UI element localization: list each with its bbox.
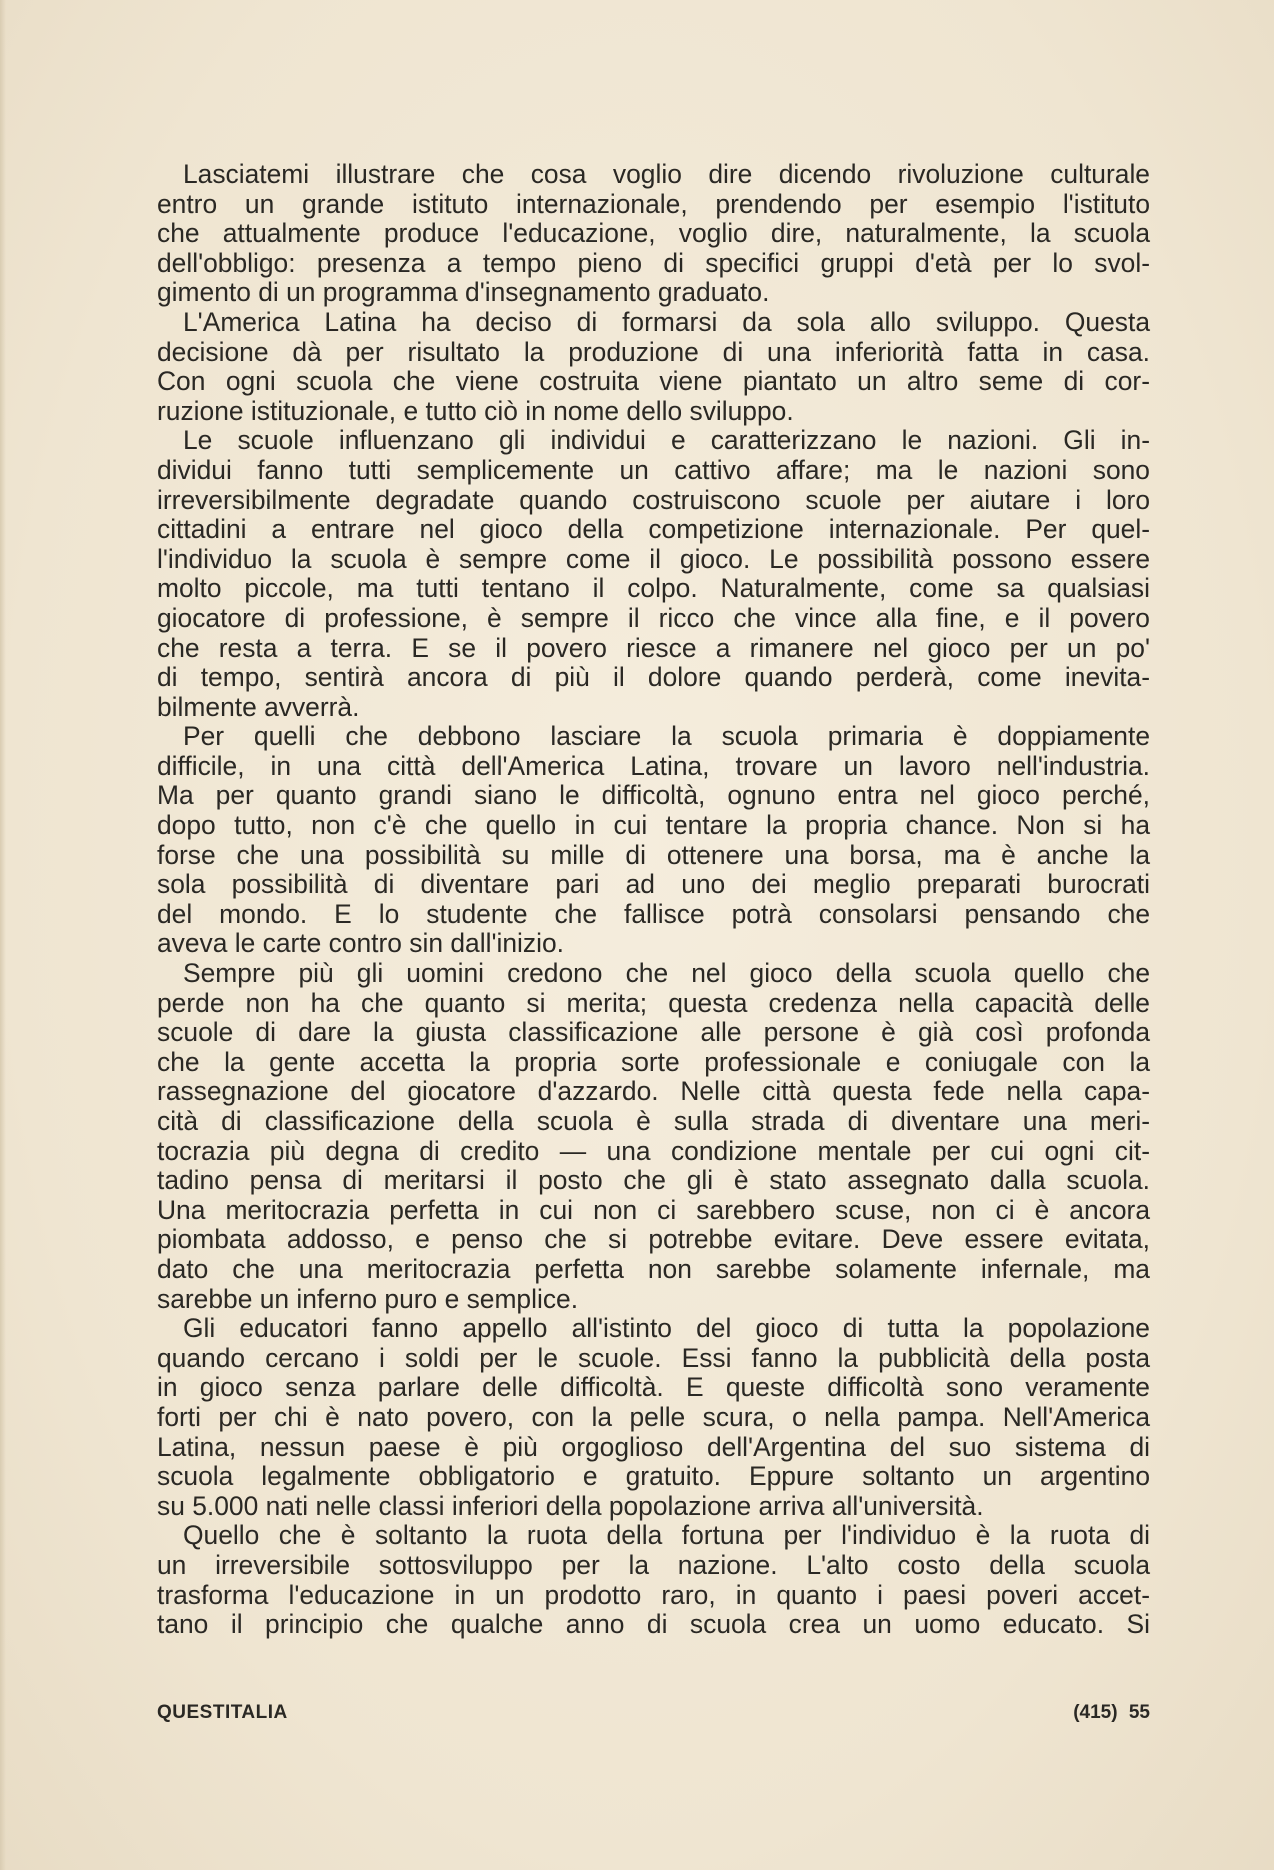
- paragraph: [157, 426, 1150, 722]
- text-line: Latina, nessun paese è più orgoglioso dell'Argentina del suo sistema di: [157, 1431, 1150, 1462]
- text-line: tocrazia più degna di credito — una condizione mentale per cui ogni cit-: [157, 1135, 1150, 1166]
- text-line: entro un grande istituto internazionale, prendendo per esempio l'istituto: [157, 188, 1150, 219]
- text-line: sarebbe un inferno puro e semplice.: [157, 1283, 579, 1314]
- text-line: gimento di un programma d'insegnamento graduato.: [157, 277, 770, 308]
- text-line: su 5.000 nati nelle classi inferiori della popolazione arriva all'università.: [157, 1490, 984, 1521]
- paragraph: [157, 308, 1150, 426]
- text-line: difficile, in una città dell'America Latina, trovare un lavoro nell'industria.: [157, 750, 1150, 781]
- text-line: L'America Latina ha deciso di formarsi da sola allo sviluppo. Questa: [183, 306, 1150, 337]
- text-line: in gioco senza parlare delle difficoltà. E queste difficoltà sono veramente: [157, 1372, 1150, 1403]
- paragraph: [157, 959, 1150, 1314]
- text-line: Quello che è soltanto la ruota della fortuna per l'individuo è la ruota di: [183, 1520, 1150, 1551]
- page-number: 55: [1128, 1702, 1150, 1723]
- text-line: aveva le carte contro sin dall'inizio.: [157, 928, 564, 959]
- text-line: Gli educatori fanno appello all'istinto del gioco di tutta la popolazione: [183, 1313, 1150, 1344]
- text-line: dell'obbligo: presenza a tempo pieno di specifici gruppi d'età per lo svol-: [157, 247, 1150, 278]
- text-line: dividui fanno tutti semplicemente un cattivo affare; ma le nazioni sono: [157, 454, 1150, 485]
- page-edge-shadow: [0, 0, 6, 1870]
- page-number-block: [1067, 1702, 1150, 1724]
- text-line: forse che una possibilità su mille di ottenere una borsa, ma è anche la: [157, 839, 1150, 870]
- issue-page-number: (415): [1073, 1702, 1118, 1723]
- paragraph: [157, 1521, 1150, 1639]
- paragraph: [157, 1314, 1150, 1521]
- text-line: cità di classificazione della scuola è sulla strada di diventare una meri-: [157, 1106, 1150, 1136]
- text-line: irreversibilmente degradate quando costruiscono scuole per aiutare i loro: [157, 484, 1150, 515]
- text-line: piombata addosso, e penso che si potrebbe evitare. Deve essere evitata,: [157, 1224, 1150, 1255]
- text-line: tano il principio che qualche anno di scuola crea un uomo educato. Si: [157, 1609, 1150, 1640]
- text-line: Sempre più gli uomini credono che nel gioco della scuola quello che: [183, 958, 1150, 989]
- text-line: che la gente accetta la propria sorte professionale e coniugale con la: [157, 1046, 1150, 1077]
- page-body: [157, 160, 1150, 1640]
- text-line: che resta a terra. E se il povero riesce a rimanere nel gioco per un po': [157, 632, 1150, 663]
- text-line: Con ogni scuola che viene costruita viene piantato un altro seme di cor-: [157, 366, 1150, 397]
- text-line: quando cercano i soldi per le scuole. Essi fanno la pubblicità della posta: [157, 1342, 1150, 1373]
- text-line: che attualmente produce l'educazione, voglio dire, naturalmente, la scuola: [157, 218, 1150, 249]
- article-text: [157, 160, 1150, 1640]
- text-line: Le scuole influenzano gli individui e caratterizzano le nazioni. Gli in-: [183, 425, 1150, 456]
- text-line: decisione dà per risultato la produzione di una inferiorità fatta in casa.: [157, 336, 1150, 367]
- text-line: di tempo, sentirà ancora di più il dolore quando perderà, come inevita-: [157, 662, 1150, 693]
- text-line: scuola legalmente obbligatorio e gratuito. Eppure soltanto un argentino: [157, 1461, 1150, 1492]
- text-line: Una meritocrazia perfetta in cui non ci sarebbero scuse, non ci è ancora: [157, 1194, 1150, 1225]
- text-line: trasforma l'educazione in un prodotto raro, in quanto i paesi poveri accet-: [157, 1579, 1150, 1610]
- text-line: molto piccole, ma tutti tentano il colpo. Naturalmente, come sa qualsiasi: [157, 573, 1150, 604]
- text-line: forti per chi è nato povero, con la pelle scura, o nella pampa. Nell'America: [157, 1401, 1150, 1432]
- text-line: dopo tutto, non c'è che quello in cui tentare la propria chance. Non si ha: [157, 810, 1150, 841]
- text-line: sola possibilità di diventare pari ad uno dei meglio preparati burocrati: [157, 869, 1150, 900]
- text-line: Per quelli che debbono lasciare la scuola primaria è doppiamente: [183, 721, 1150, 752]
- text-line: Ma per quanto grandi siano le difficoltà, ognuno entra nel gioco perché,: [157, 780, 1150, 811]
- text-line: Lasciatemi illustrare che cosa voglio dire dicendo rivoluzione culturale: [183, 159, 1150, 189]
- text-line: un irreversibile sottosviluppo per la nazione. L'alto costo della scuola: [157, 1549, 1150, 1580]
- text-line: tadino pensa di meritarsi il posto che gli è stato assegnato dalla scuola.: [157, 1165, 1150, 1196]
- paragraph: [157, 160, 1150, 308]
- text-line: cittadini a entrare nel gioco della competizione internazionale. Per quel-: [157, 514, 1150, 545]
- text-line: scuole di dare la giusta classificazione alle persone è già così profonda: [157, 1017, 1150, 1048]
- text-line: rassegnazione del giocatore d'azzardo. Nelle città questa fede nella capa-: [157, 1076, 1150, 1107]
- text-line: giocatore di professione, è sempre il ricco che vince alla fine, e il povero: [157, 602, 1150, 633]
- journal-name: QUESTITALIA: [157, 1702, 288, 1723]
- text-line: dato che una meritocrazia perfetta non sarebbe solamente infernale, ma: [157, 1253, 1150, 1284]
- text-line: perde non ha che quanto si merita; questa credenza nella capacità delle: [157, 987, 1150, 1018]
- paragraph: [157, 722, 1150, 959]
- text-line: l'individuo la scuola è sempre come il gioco. Le possibilità possono essere: [157, 543, 1150, 574]
- text-line: del mondo. E lo studente che fallisce potrà consolarsi pensando che: [157, 898, 1150, 929]
- text-line: ruzione istituzionale, e tutto ciò in nome dello sviluppo.: [157, 395, 794, 426]
- text-line: bilmente avverrà.: [157, 691, 360, 722]
